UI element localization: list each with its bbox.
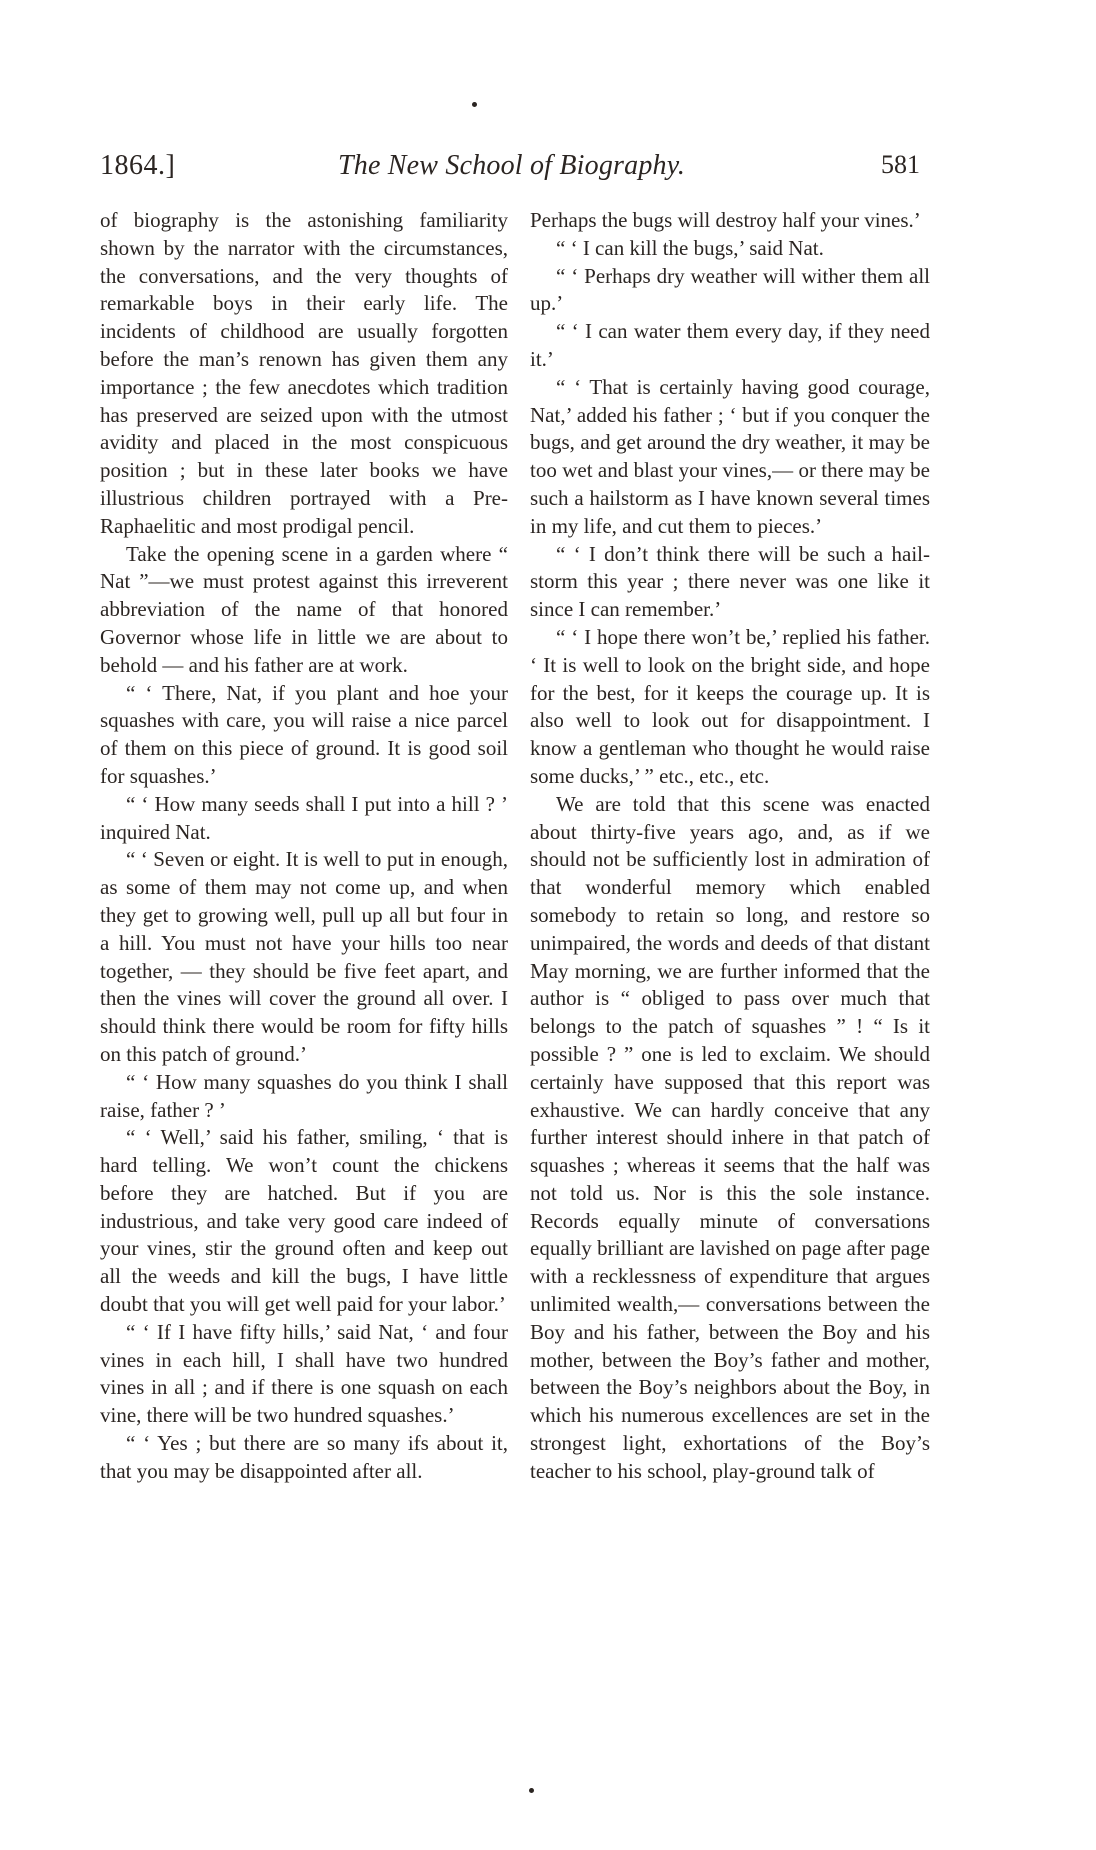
paragraph: Take the opening scene in a garden where “ Nat ”—we must protest against this irreverent abbreviation of the name of that honored Governor whose life in little we are about to behold — and his father are at work. (100, 541, 508, 677)
paragraph: “ ‘ If I have fifty hills,’ said Nat, ‘ and four vines in each hill, I shall have two hundred vines in all ; and if there is one squash on each vine, there will be two hundred squashes.’ (100, 1319, 508, 1428)
paragraph: “ ‘ Perhaps dry weather will wither them all up.’ (530, 263, 930, 316)
printer-mark-top (472, 102, 477, 107)
right-column (530, 207, 930, 1486)
paragraph: “ ‘ That is certainly having good courage, Nat,’ added his father ; ‘ but if you conquer the bugs, and get around the dry weather, it may be too wet and blast your vines,— or there may be such a hailstorm as I have known several times in my life, and cut them to pieces.’ (530, 374, 930, 538)
running-title: The New School of Biography. (338, 150, 686, 181)
header-year: 1864.] (100, 150, 176, 181)
paragraph: “ ‘ Yes ; but there are so many ifs about it, that you may be disappointed after all. (100, 1431, 508, 1483)
paragraph: “ ‘ How many squashes do you think I shall raise, father ? ’ (100, 1069, 508, 1122)
paragraph: We are told that this scene was enacted about thirty-five years ago, and, as if we should not be sufficiently lost in admiration of that wonderful memory which enabled somebody to retain so long, and restore so unimpaired, the words and deeds of that distant May morning, we are further informed that the author is “ obliged to pass over much that belongs to the patch of squashes ” ! “ Is it possible ? ” one is led to exclaim. We should certainly have supposed that this report was exhaustive. We can hardly conceive that any further interest should inhere in that patch of squashes ; whereas it seems that the half was not told us. Nor is this the sole instance. Records equally minute of conversations equally brilliant are lavished on page after page with a recklessness of expenditure that argues unlimited wealth,— conversations between the Boy and his father, between the Boy and his mother, between the Boy’s father and mother, between the Boy’s neighbors about the Boy, in which his numerous excellences are set in the strongest light, exhortations of the Boy’s teacher to his school, play-ground talk of (530, 791, 930, 1483)
paragraph: “ ‘ I don’t think there will be such a hail-storm this year ; there never was one like it since I can remember.’ (530, 541, 930, 622)
paragraph: “ ‘ Well,’ said his father, smiling, ‘ that is hard telling. We won’t count the chickens before they are hatched. But if you are industrious, and take very good care indeed of your vines, stir the ground often and keep out all the weeds and kill the bugs, I have little doubt that you will get well paid for your labor.’ (100, 1125, 508, 1317)
paragraph: “ ‘ There, Nat, if you plant and hoe your squashes with care, you will raise a nice parcel of them on this piece of ground. It is good soil for squashes.’ (100, 680, 508, 788)
running-header (100, 150, 920, 194)
paragraph: “ ‘ How many seeds shall I put into a hill ? ’ inquired Nat. (100, 791, 508, 844)
page-number: 581 (881, 150, 920, 179)
left-column (100, 207, 508, 1486)
paragraph: “ ‘ I hope there won’t be,’ replied his father. ‘ It is well to look on the bright side, and hope for the best, for it keeps the courage up. It is also well to look out for disappointment. I know a gentleman who thought he would raise some ducks,’ ” etc., etc., etc. (530, 624, 930, 788)
paragraph: Perhaps the bugs will destroy half your vines.’ (530, 208, 921, 232)
paragraph: “ ‘ Seven or eight. It is well to put in enough, as some of them may not come up, and when they get to growing well, pull up all but four in a hill. You must not have your hills too near together, — they should be five feet apart, and then the vines will cover the ground all over. I should think there would be room for fifty hills on this patch of ground.’ (100, 847, 508, 1066)
paragraph: “ ‘ I can kill the bugs,’ said Nat. (556, 235, 824, 260)
paragraph: of biography is the astonishing familiarity shown by the narrator with the circumstances, the conversations, and the very thoughts of remarkable boys in their early life. The incidents of childhood are usually forgotten before the man’s renown has given them any importance ; the few anecdotes which tradition has preserved are seized upon with the utmost avidity and placed in the most conspicuous position ; but in these later books we have illustrious children portrayed with a Pre-Raphaelitic and most prodigal pencil. (100, 208, 508, 538)
printer-mark-bottom (529, 1788, 534, 1793)
paragraph: “ ‘ I can water them every day, if they need it.’ (530, 319, 930, 371)
